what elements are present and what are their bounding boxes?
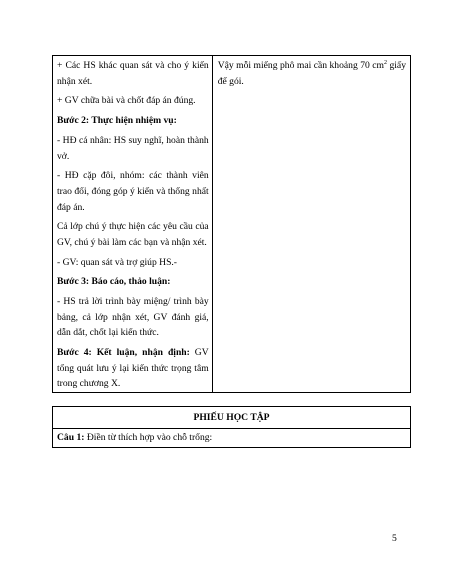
right-cell — [212, 56, 410, 393]
paragraph-teacher-corrects: + GV chữa bài và chốt đáp án đúng. — [57, 95, 196, 107]
step3-heading: Bước 3: Báo cáo, thảo luận: — [57, 276, 171, 288]
paragraph-teacher-observes: - GV: quan sát và trợ giúp HS.- — [57, 256, 178, 268]
step2-heading: Bước 2: Thực hiện nhiệm vụ: — [57, 115, 177, 127]
page-number: 5 — [392, 533, 397, 544]
worksheet-title: PHIẾU HỌC TẬP — [53, 407, 411, 429]
answer-text-main: Vậy mỗi miếng phô mai cần khoảng 70 cm — [217, 60, 384, 71]
step4-heading: Bước 4: Kết luận, nhận định: — [57, 347, 190, 359]
paragraph-step4 — [57, 345, 209, 392]
unit-superscript: 2 — [384, 59, 387, 66]
paragraph-other-students-comment: + Các HS khác quan sát và cho ý kiến nhận xét. — [57, 60, 209, 87]
paragraph-whole-class: Cả lớp chú ý thực hiện các yêu cầu của GV, chú ý bài làm các bạn và nhận xét. — [57, 221, 209, 248]
worksheet-question-1 — [53, 428, 411, 447]
answer-text-end: giấy để gói. — [217, 60, 406, 87]
worksheet-table — [52, 406, 411, 448]
paragraph-pair-group-activity: - HĐ cặp đôi, nhóm: các thành viên trao đổi, đóng góp ý kiến và thống nhất đáp án. — [57, 170, 209, 213]
answer-text — [213, 56, 410, 90]
step4-text: GV tổng quát lưu ý lại kiến thức trọng tâm trong chương X. — [57, 347, 209, 390]
question-1-text: Điền từ thích hợp vào chỗ trống: — [84, 432, 213, 444]
paragraph-individual-activity: - HĐ cá nhân: HS suy nghĩ, hoàn thành vở. — [57, 134, 209, 162]
question-1-label: Câu 1: — [57, 432, 85, 444]
left-cell — [53, 56, 213, 393]
paragraph-students-report: - HS trả lời trình bày miệng/ trình bày bảng, cả lớp nhận xét, GV đánh giá, dẫn dắt, chốt lại kiến thức. — [57, 296, 209, 339]
lesson-activity-table — [52, 55, 411, 393]
